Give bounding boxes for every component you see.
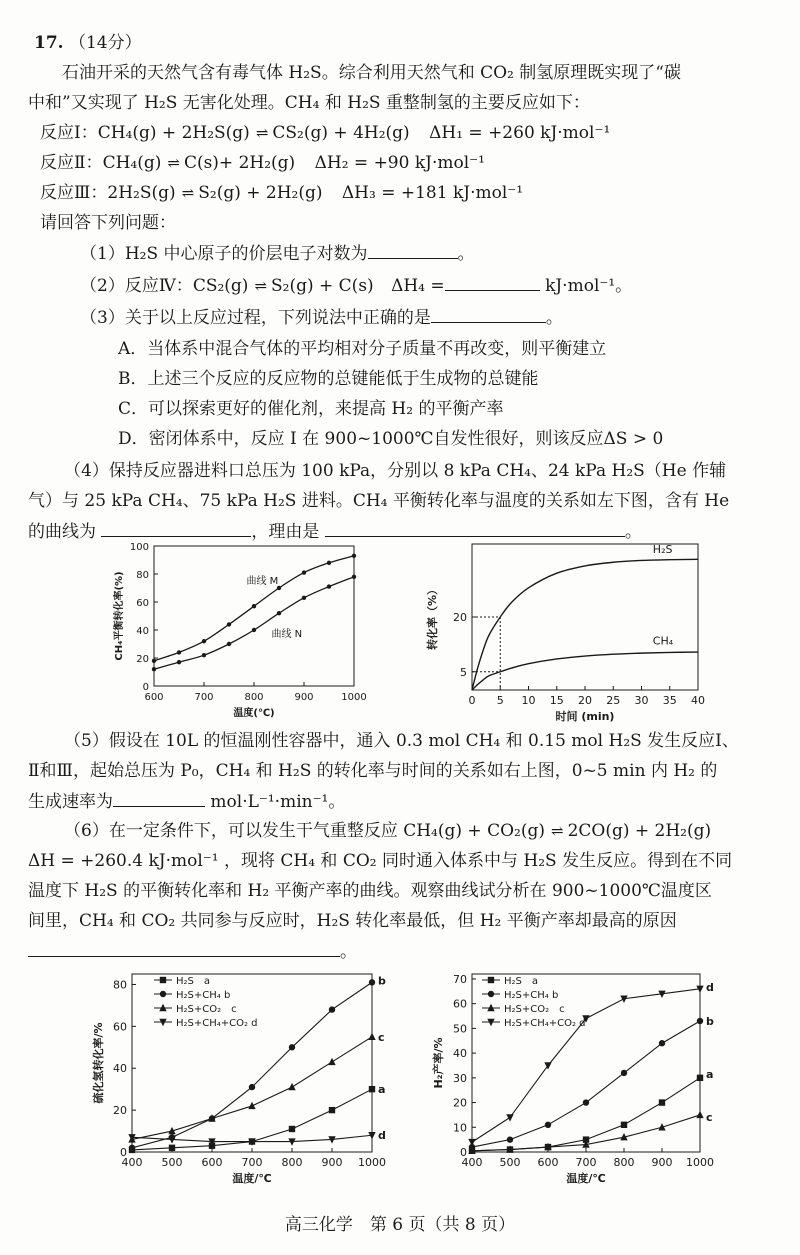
q6-line-1b: 2CO(g) + 2H₂(g) xyxy=(567,821,712,841)
equilibrium-arrow-icon: ⇌ xyxy=(255,124,267,142)
series-tag-b: b xyxy=(378,974,386,988)
q5-line-3a: 生成速率为 xyxy=(28,792,113,812)
reaction-1-label: 反应Ⅰ： xyxy=(40,123,98,143)
q5-line-3b: mol·L⁻¹·min⁻¹。 xyxy=(210,792,346,812)
q5-line-3 xyxy=(28,788,345,815)
legend-marker xyxy=(160,977,166,983)
data-point xyxy=(177,660,181,664)
y-tick-label: 10 xyxy=(453,1121,467,1135)
legend-label-c: H₂S+CO₂ c xyxy=(176,1004,237,1015)
q5-line-2: Ⅱ和Ⅲ，起始总压为 P₀，CH₄ 和 H₂S 的转化率与时间的关系如右上图，0~5 min 内 H₂ 的 xyxy=(28,761,718,781)
reaction-2-label: 反应Ⅱ： xyxy=(40,153,103,173)
q2-right: S₂(g) + C(s) xyxy=(271,276,374,296)
q4-curve-blank[interactable] xyxy=(101,518,251,537)
data-point xyxy=(252,604,256,608)
series-tag-d: d xyxy=(706,980,714,994)
data-point xyxy=(152,667,156,671)
data-point xyxy=(289,1126,295,1132)
data-point xyxy=(177,650,181,654)
reaction-2-right: C(s)+ 2H₂(g) xyxy=(183,153,296,173)
y-tick-label: 80 xyxy=(113,978,127,992)
q2-dh: ΔH₄ = xyxy=(391,276,445,296)
data-point xyxy=(302,570,306,574)
q4-line-1: （4）保持反应器进料口总压为 100 kPa，分别以 8 kPa CH₄、24 kPa H₂S（He 作辅 xyxy=(64,461,727,481)
x-tick-label: 700 xyxy=(194,692,214,703)
q1-end: 。 xyxy=(457,244,475,264)
x-tick-label: 600 xyxy=(201,1156,223,1169)
q3-text: （3）关于以上反应过程，下列说法中正确的是 xyxy=(80,308,431,328)
y-tick-label: 50 xyxy=(453,1022,467,1036)
series-line-b xyxy=(132,982,372,1147)
legend-label-a: H₂S a xyxy=(504,976,539,987)
y-tick-label: 40 xyxy=(453,1047,467,1061)
fig2-conversion-time-chart xyxy=(420,540,720,722)
data-point xyxy=(369,979,375,985)
series-tag-c: c xyxy=(378,1030,385,1044)
y-tick-label: 60 xyxy=(113,1020,127,1034)
data-point xyxy=(227,642,231,646)
x-tick-label: 900 xyxy=(321,1156,343,1169)
reaction-2 xyxy=(40,150,485,176)
reaction-3-label: 反应Ⅲ： xyxy=(40,183,108,203)
data-point xyxy=(368,1033,375,1040)
y-tick-label: 0 xyxy=(120,1146,127,1159)
q6-line-2: ΔH = +260.4 kJ·mol⁻¹ ，现将 CH₄ 和 CO₂ 同时通入体系中与 H₂S 发生反应。得到在不同 xyxy=(28,851,733,871)
data-point xyxy=(327,584,331,588)
y-tick-label: 20 xyxy=(453,1096,467,1110)
x-tick-label: 500 xyxy=(499,1156,521,1169)
x-tick-label: 1000 xyxy=(341,692,367,703)
x-tick-label: 900 xyxy=(651,1156,673,1169)
intro-line-1: 石油开采的天然气含有毒气体 H₂S。综合利用天然气和 CO₂ 制氢原理既实现了“碳 xyxy=(62,63,681,83)
page-footer: 高三化学 第 6 页（共 8 页） xyxy=(284,1215,516,1235)
x-tick-label: 35 xyxy=(662,694,677,707)
x-tick-label: 15 xyxy=(549,694,564,707)
y-tick-label: 5 xyxy=(460,665,467,679)
x-tick-label: 0 xyxy=(468,694,476,707)
curve-m-label: 曲线 M xyxy=(246,575,279,587)
series-line-n xyxy=(154,577,354,669)
fig3-h2s-conversion-chart xyxy=(80,966,410,1196)
series-line-b xyxy=(472,1021,700,1147)
y-tick-label: 60 xyxy=(136,598,149,609)
subquestion-3 xyxy=(80,304,563,331)
data-point xyxy=(659,1040,665,1046)
data-point xyxy=(352,554,356,558)
q4-line-3b: ，理由是 xyxy=(251,522,320,542)
y-tick-label: 30 xyxy=(453,1071,467,1085)
plot-frame xyxy=(154,546,354,686)
q4-line-3c: 。 xyxy=(624,522,642,542)
fig1-ch4-conversion-chart xyxy=(110,540,370,720)
subquestion-1 xyxy=(80,240,475,267)
data-point xyxy=(352,575,356,579)
q2-unit: kJ·mol⁻¹。 xyxy=(545,276,633,296)
subquestion-2 xyxy=(80,272,632,299)
data-point xyxy=(277,611,281,615)
series-tag-a: a xyxy=(706,1067,714,1081)
equilibrium-arrow-icon: ⇌ xyxy=(181,184,193,202)
reaction-1-right: CS₂(g) + 4H₂(g) xyxy=(272,123,410,143)
q5-line-1: （5）假设在 10L 的恒温刚性容器中，通入 0.3 mol CH₄ 和 0.15 mol H₂S 发生反应Ⅰ、 xyxy=(64,731,739,751)
ch4-series-label: CH₄ xyxy=(652,634,674,648)
data-point xyxy=(506,1114,513,1121)
y-axis-label: H₂产率/% xyxy=(432,1037,445,1089)
data-point xyxy=(252,628,256,632)
data-point xyxy=(621,1070,627,1076)
data-point xyxy=(659,1099,665,1105)
legend-label-d: H₂S+CH₄+CO₂ d xyxy=(176,1018,258,1029)
fig4-h2-yield-chart xyxy=(420,966,740,1196)
data-point xyxy=(328,1058,335,1065)
x-tick-label: 900 xyxy=(294,692,314,703)
series-line-ch4 xyxy=(472,652,698,690)
data-point xyxy=(620,996,627,1003)
y-tick-label: 80 xyxy=(136,570,149,581)
series-tag-c: c xyxy=(706,1110,713,1124)
legend-marker xyxy=(488,977,494,983)
y-tick-label: 40 xyxy=(136,626,149,637)
y-tick-label: 70 xyxy=(453,972,467,986)
x-tick-label: 20 xyxy=(578,694,592,707)
x-tick-label: 40 xyxy=(691,694,705,707)
data-point xyxy=(329,1006,335,1012)
curve-n-label: 曲线 N xyxy=(271,629,303,640)
q6-line-5 xyxy=(28,938,357,965)
data-point xyxy=(507,1136,513,1142)
q5-rate-blank[interactable] xyxy=(113,788,205,807)
x-tick-label: 400 xyxy=(461,1156,483,1169)
data-point xyxy=(583,1099,589,1105)
q6-line-3: 温度下 H₂S 的平衡转化率和 H₂ 平衡产率的曲线。观察曲线试分析在 900~1000℃温度区 xyxy=(28,881,712,901)
h2s-series-label: H₂S xyxy=(652,543,673,557)
data-point xyxy=(288,1083,295,1090)
x-tick-label: 10 xyxy=(521,694,536,707)
question-number: 17. xyxy=(34,33,64,53)
y-tick-label: 20 xyxy=(136,654,149,665)
data-point xyxy=(369,1086,375,1092)
y-tick-label: 0 xyxy=(460,1146,467,1159)
x-tick-label: 800 xyxy=(281,1156,303,1169)
prompt: 请回答下列问题： xyxy=(40,213,176,233)
q3-end: 。 xyxy=(545,308,563,328)
series-tag-a: a xyxy=(378,1083,386,1097)
x-tick-label: 1000 xyxy=(686,1156,714,1169)
data-point xyxy=(327,561,331,565)
q6-line-4: 间里，CH₄ 和 CO₂ 共同参与反应时，H₂S 转化率最低，但 H₂ 平衡产率却最高的原因 xyxy=(28,911,677,931)
reaction-2-dh: ΔH₂ = +90 kJ·mol⁻¹ xyxy=(314,153,485,173)
q4-line-2: 气）与 25 kPa CH₄、75 kPa H₂S 进料。CH₄ 平衡转化率与温度的关系如左下图，含有 He xyxy=(28,491,730,511)
x-axis-label: 温度/℃ xyxy=(232,1172,272,1185)
q2-label: （2）反应Ⅳ： xyxy=(80,276,193,296)
x-axis-label: 温度/℃ xyxy=(566,1172,606,1185)
x-tick-label: 600 xyxy=(537,1156,559,1169)
y-tick-label: 40 xyxy=(113,1062,127,1076)
q3-answer-blank[interactable] xyxy=(431,304,546,323)
q4-reason-blank[interactable] xyxy=(325,518,625,537)
x-tick-label: 800 xyxy=(244,692,264,703)
x-tick-label: 30 xyxy=(634,694,649,707)
series-tag-b: b xyxy=(706,1014,714,1028)
q3-option-a: A．当体系中混合气体的平均相对分子质量不再改变，则平衡建立 xyxy=(118,339,607,359)
reaction-3-right: S₂(g) + 2H₂(g) xyxy=(198,183,323,203)
legend-marker xyxy=(488,991,494,997)
y-tick-label: 60 xyxy=(453,997,467,1011)
legend-label-b: H₂S+CH₄ b xyxy=(504,990,559,1001)
legend-label-b: H₂S+CH₄ b xyxy=(176,990,231,1001)
intro-line-2: 中和”又实现了 H₂S 无害化处理。CH₄ 和 H₂S 重整制氢的主要反应如下： xyxy=(28,93,590,113)
y-tick-label: 0 xyxy=(142,682,149,693)
x-tick-label: 800 xyxy=(613,1156,635,1169)
legend-marker xyxy=(160,991,166,997)
y-tick-label: 20 xyxy=(113,1104,127,1118)
data-point xyxy=(302,596,306,600)
data-point xyxy=(249,1084,255,1090)
data-point xyxy=(152,659,156,663)
legend-label-d: H₂S+CH₄+CO₂ d xyxy=(504,1018,586,1029)
x-tick-label: 5 xyxy=(496,694,504,707)
reaction-1-left: CH₄(g) + 2H₂S(g) xyxy=(97,123,250,143)
q2-left: CS₂(g) xyxy=(192,276,249,296)
q4-line-3a: 的曲线为 xyxy=(28,522,96,542)
q1-answer-blank[interactable] xyxy=(368,240,458,259)
q1-text: （1）H₂S 中心原子的价层电子对数为 xyxy=(80,244,368,264)
reaction-1-dh: ΔH₁ = +260 kJ·mol⁻¹ xyxy=(429,123,611,143)
y-tick-label: 100 xyxy=(129,542,149,553)
x-axis-label: 温度(℃) xyxy=(233,708,275,719)
question-points: （14分） xyxy=(68,33,142,53)
x-tick-label: 25 xyxy=(606,694,621,707)
reaction-2-left: CH₄(g) xyxy=(102,153,162,173)
x-tick-label: 700 xyxy=(575,1156,597,1169)
q3-option-b: B．上述三个反应的反应物的总键能低于生成物的总键能 xyxy=(118,369,539,389)
x-tick-label: 1000 xyxy=(358,1156,386,1169)
y-tick-label: 20 xyxy=(453,611,467,624)
y-axis-label: 硫化氢转化率/% xyxy=(92,1022,105,1104)
data-point xyxy=(202,639,206,643)
x-axis-label: 时间 (min) xyxy=(555,710,615,722)
data-point xyxy=(329,1107,335,1113)
x-tick-label: 700 xyxy=(241,1156,263,1169)
question-header xyxy=(34,30,142,56)
data-point xyxy=(169,1145,175,1151)
legend-label-c: H₂S+CO₂ c xyxy=(504,1004,565,1015)
q6-line-1a: （6）在一定条件下，可以发生干气重整反应 CH₄(g) + CO₂(g) xyxy=(64,821,545,841)
x-tick-label: 500 xyxy=(161,1156,183,1169)
data-point xyxy=(248,1102,255,1109)
series-tag-d: d xyxy=(378,1129,386,1143)
equilibrium-arrow-icon: ⇌ xyxy=(550,822,562,840)
data-point xyxy=(227,622,231,626)
legend-label-a: H₂S a xyxy=(176,976,211,987)
q3-option-c: C．可以探索更好的催化剂，来提高 H₂ 的平衡产率 xyxy=(118,399,504,419)
data-point xyxy=(545,1122,551,1128)
reaction-3-left: 2H₂S(g) xyxy=(107,183,176,203)
data-point xyxy=(129,1145,135,1151)
q2-answer-blank[interactable] xyxy=(445,272,540,291)
data-point xyxy=(202,653,206,657)
reaction-3 xyxy=(40,180,523,206)
data-point xyxy=(621,1122,627,1128)
x-tick-label: 600 xyxy=(144,692,164,703)
q6-end: 。 xyxy=(340,942,357,962)
y-axis-label: 转化率（%） xyxy=(426,583,439,651)
data-point xyxy=(697,1075,703,1081)
plot-frame xyxy=(132,974,372,1152)
data-point xyxy=(697,1018,703,1024)
q6-line-1 xyxy=(64,818,711,844)
q3-option-d: D．密闭体系中，反应 I 在 900~1000℃自发性很好，则该反应ΔS > 0 xyxy=(118,429,664,449)
reaction-1 xyxy=(40,120,610,146)
y-axis-label: CH₄平衡转化率(%) xyxy=(114,571,125,661)
x-tick-label: 400 xyxy=(121,1156,143,1169)
equilibrium-arrow-icon: ⇌ xyxy=(254,277,266,295)
reaction-3-dh: ΔH₃ = +181 kJ·mol⁻¹ xyxy=(341,183,524,203)
equilibrium-arrow-icon: ⇌ xyxy=(167,154,178,172)
data-point xyxy=(696,1111,703,1118)
q6-reason-blank[interactable] xyxy=(28,938,340,957)
data-point xyxy=(289,1044,295,1050)
